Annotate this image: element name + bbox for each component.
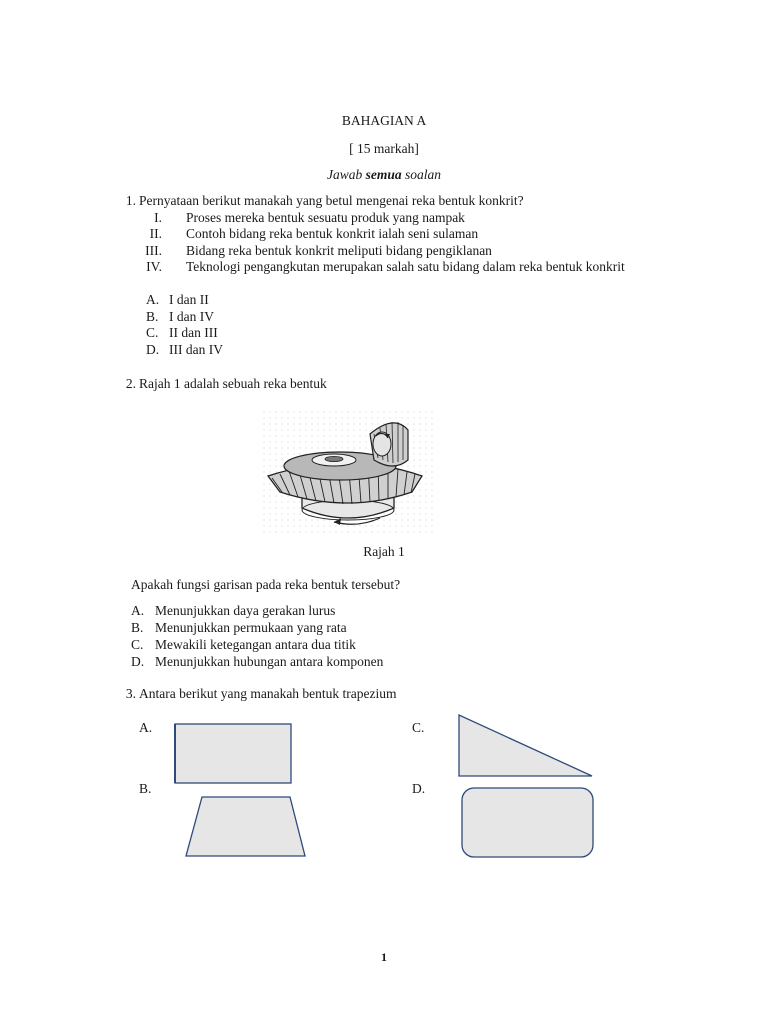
q1-option-letter: B. bbox=[146, 309, 159, 324]
right-triangle-shape-c bbox=[456, 713, 596, 779]
q3-text: Antara berikut yang manakah bentuk trapezium bbox=[139, 686, 397, 701]
q1-text: Pernyataan berikut manakah yang betul mengenai reka bentuk konkrit? bbox=[139, 193, 524, 208]
q1-number: 1. bbox=[125, 193, 136, 208]
q1-statement-numeral: II. bbox=[149, 226, 162, 241]
q3-option-letter-c: C. bbox=[412, 720, 425, 735]
q1-option-letter: A. bbox=[146, 292, 160, 307]
q2-option-letter: B. bbox=[131, 620, 144, 635]
figure-caption: Rajah 1 bbox=[363, 544, 405, 559]
instruction-pre: Jawab bbox=[326, 167, 366, 182]
q2-number: 2. bbox=[125, 376, 136, 391]
q1-statement-text: Proses mereka bentuk sesuatu produk yang nampak bbox=[186, 210, 465, 225]
q3-option-letter-d: D. bbox=[412, 781, 426, 796]
bevel-gear-figure bbox=[262, 410, 436, 536]
instruction-post: soalan bbox=[401, 167, 442, 182]
instruction bbox=[0, 167, 768, 183]
q1-statement-text: Contoh bidang reka bentuk konkrit ialah seni sulaman bbox=[186, 226, 479, 241]
q2-option-text: Menunjukkan daya gerakan lurus bbox=[155, 603, 336, 618]
q1-option-text: I dan IV bbox=[169, 309, 214, 324]
q2-prompt: Apakah fungsi garisan pada reka bentuk tersebut? bbox=[131, 577, 401, 592]
q1-option-text: II dan III bbox=[169, 325, 218, 340]
page-number: 1 bbox=[381, 950, 387, 964]
q1-statement-numeral: III. bbox=[145, 243, 162, 258]
rectangle-shape-a bbox=[173, 722, 293, 786]
q1-option-text: III dan IV bbox=[169, 342, 223, 357]
q3-option-letter-a: A. bbox=[139, 720, 153, 735]
q2-option-text: Menunjukkan permukaan yang rata bbox=[155, 620, 347, 635]
q3-option-letter-b: B. bbox=[139, 781, 152, 796]
q1-option-text: I dan II bbox=[169, 292, 209, 307]
q1-statement-numeral: IV. bbox=[146, 259, 162, 274]
q2-option-letter: A. bbox=[131, 603, 145, 618]
q1-option-letter: D. bbox=[146, 342, 160, 357]
q2-option-letter: C. bbox=[131, 637, 144, 652]
rounded-rectangle-shape-d bbox=[460, 786, 596, 860]
q2-option-letter: D. bbox=[131, 654, 145, 669]
section-title: BAHAGIAN A bbox=[341, 113, 427, 128]
q1-statement-numeral: I. bbox=[154, 210, 162, 225]
q1-statement-text: Teknologi pengangkutan merupakan salah satu bidang dalam reka bentuk konkrit bbox=[186, 259, 625, 274]
q1-option-letter: C. bbox=[146, 325, 159, 340]
q1-statement-text: Bidang reka bentuk konkrit meliputi bidang pengiklanan bbox=[186, 243, 492, 258]
trapezium-shape-b bbox=[184, 795, 308, 859]
q3-number: 3. bbox=[125, 686, 136, 701]
instruction-bold: semua bbox=[365, 167, 402, 182]
q2-option-text: Mewakili ketegangan antara dua titik bbox=[155, 637, 356, 652]
q2-text: Rajah 1 adalah sebuah reka bentuk bbox=[139, 376, 327, 391]
q2-option-text: Menunjukkan hubungan antara komponen bbox=[155, 654, 384, 669]
marks-label: [ 15 markah] bbox=[349, 141, 419, 156]
